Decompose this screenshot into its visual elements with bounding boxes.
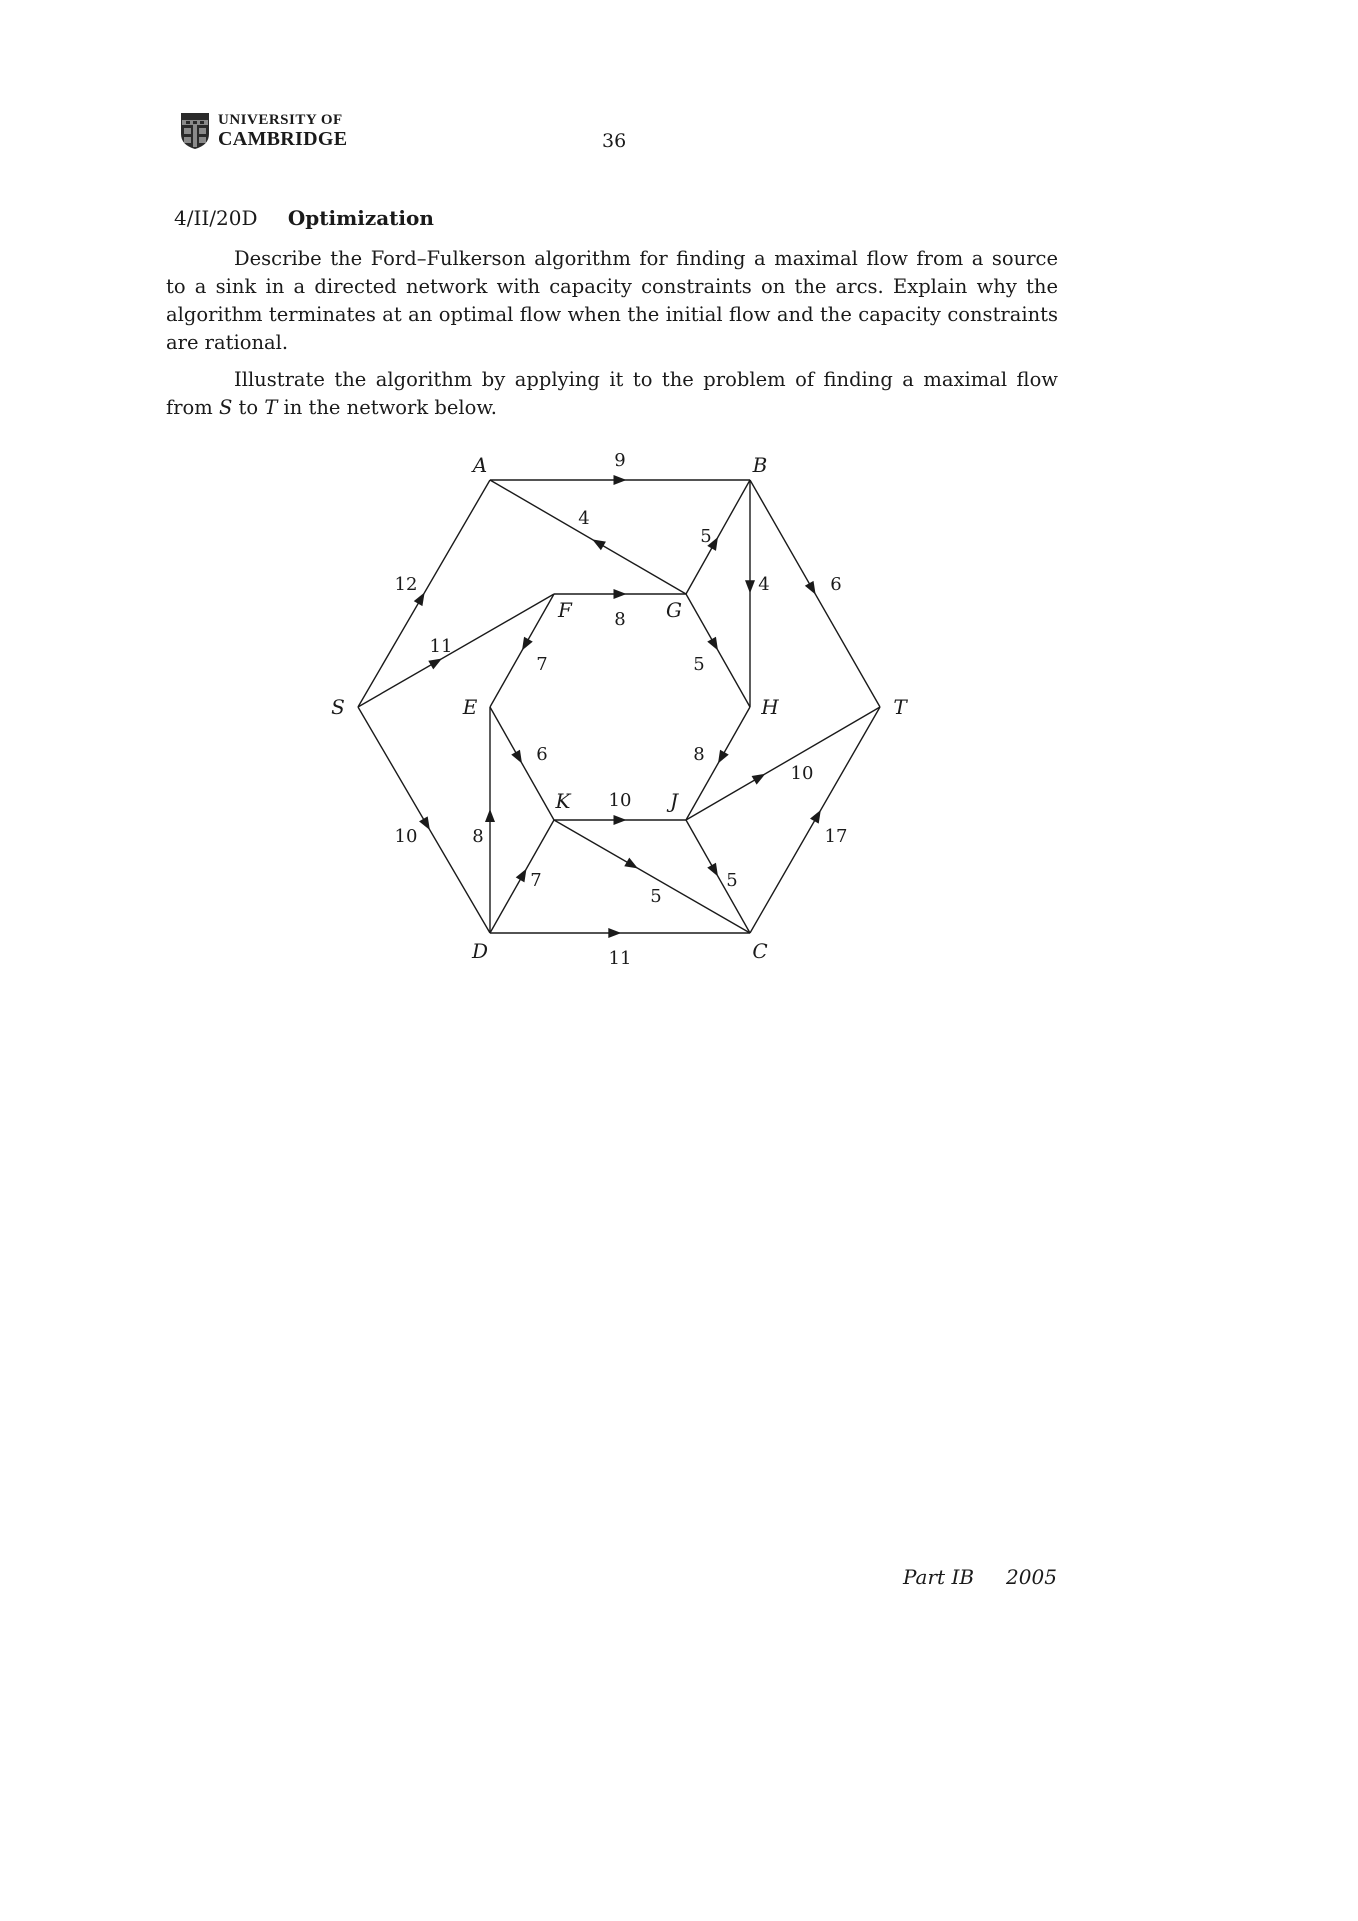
arrowhead (592, 539, 606, 550)
node-label-k: K (555, 789, 571, 813)
arc-d-e (472, 707, 495, 933)
arc-b-h (745, 480, 770, 707)
arrowhead (752, 774, 766, 785)
arc-line (686, 707, 880, 820)
arc-e-k (490, 707, 554, 820)
node-label-e: E (462, 695, 478, 719)
arc-a-b (490, 450, 750, 485)
paragraph-2-mid: to (232, 396, 265, 419)
arc-capacity-label: 6 (830, 574, 842, 595)
arrowhead (805, 581, 816, 595)
arrowhead (745, 580, 755, 593)
arc-d-k (490, 820, 554, 933)
node-label-s: S (331, 695, 345, 719)
node-label-b: B (752, 453, 768, 477)
arc-capacity-label: 10 (790, 763, 814, 784)
node-label-f: F (558, 598, 572, 622)
arc-g-h (686, 594, 750, 707)
arc-c-t (750, 707, 880, 933)
arc-s-d (358, 707, 490, 933)
arc-capacity-label: 6 (536, 744, 548, 765)
arc-capacity-label: 5 (693, 654, 705, 675)
network-arcs (358, 450, 880, 969)
arrowhead (608, 928, 621, 938)
arc-capacity-label: 7 (530, 870, 542, 891)
footer (903, 1565, 1057, 1589)
arc-capacity-label: 5 (700, 526, 712, 547)
arc-line (358, 594, 554, 707)
arc-line (686, 480, 750, 594)
arrowhead (624, 858, 638, 869)
node-label-j: J (669, 789, 679, 813)
arc-line (554, 820, 750, 933)
logo-line-1: UNIVERSITY OF (218, 112, 343, 128)
arc-j-c (686, 820, 750, 933)
arc-j-t (686, 707, 880, 820)
node-label-c: C (752, 939, 768, 963)
arc-capacity-label: 7 (536, 654, 548, 675)
node-label-g: G (666, 598, 682, 622)
arrowhead (522, 637, 533, 651)
node-label-t: T (893, 695, 907, 719)
paragraph-2-before: Illustrate the algorithm by applying it to the problem of finding a maximal flow from (166, 368, 1058, 419)
arc-k-c (554, 820, 750, 933)
arrowhead (428, 659, 442, 670)
arc-capacity-label: 8 (614, 609, 626, 630)
arrowhead (718, 750, 729, 764)
question-paragraph-1: Describe the Ford–Fulkerson algorithm for finding a maximal flow from a source to a sink in a directed network with capacity constraints on the arcs. Explain why the algorithm terminates at an optimal flow when the initial flow and the capacity constraints are rational. (166, 247, 1058, 354)
page-number: 36 (602, 130, 627, 152)
node-label-d: D (471, 939, 489, 963)
arc-capacity-label: 8 (472, 826, 484, 847)
arc-capacity-label: 17 (824, 826, 848, 847)
arrowhead (419, 816, 430, 830)
arc-capacity-label: 11 (608, 948, 632, 969)
arc-line (490, 480, 686, 594)
arc-capacity-label: 10 (394, 826, 418, 847)
arc-capacity-label: 12 (394, 574, 418, 595)
arc-g-a (490, 480, 686, 594)
arc-f-e (490, 594, 554, 707)
question-topic: Optimization (287, 206, 434, 230)
arc-capacity-label: 11 (429, 636, 453, 657)
arrowhead (707, 637, 718, 651)
arc-capacity-label: 4 (578, 508, 590, 529)
source-symbol: S (218, 396, 233, 419)
arc-d-c (490, 928, 750, 969)
footer-part: Part IB (903, 1565, 975, 1589)
arc-h-j (686, 707, 750, 820)
footer-year: 2005 (1006, 1565, 1057, 1589)
arc-capacity-label: 4 (758, 574, 770, 595)
arrowhead (810, 810, 821, 824)
arrowhead (614, 815, 627, 825)
arrowhead (707, 863, 718, 877)
network-node-labels (331, 453, 908, 963)
arc-capacity-label: 5 (650, 886, 662, 907)
arrowhead (511, 750, 522, 764)
logo-line-2: CAMBRIDGE (218, 128, 348, 150)
arrowhead (516, 869, 527, 883)
arc-capacity-label: 8 (693, 744, 705, 765)
arrowhead (485, 809, 495, 822)
arrowhead (614, 589, 627, 599)
node-label-h: H (761, 695, 779, 719)
sink-symbol: T (264, 396, 278, 419)
arc-capacity-label: 9 (614, 450, 626, 471)
arrowhead (614, 475, 627, 485)
paragraph-2-after: in the network below. (277, 396, 497, 419)
question-code: 4/II/20D (174, 206, 258, 230)
arc-g-b (686, 480, 750, 594)
arc-capacity-label: 10 (608, 790, 632, 811)
arc-capacity-label: 5 (726, 870, 738, 891)
node-label-a: A (472, 453, 488, 477)
arc-s-a (358, 480, 490, 707)
arc-k-j (554, 790, 686, 825)
arc-s-f (358, 594, 554, 707)
